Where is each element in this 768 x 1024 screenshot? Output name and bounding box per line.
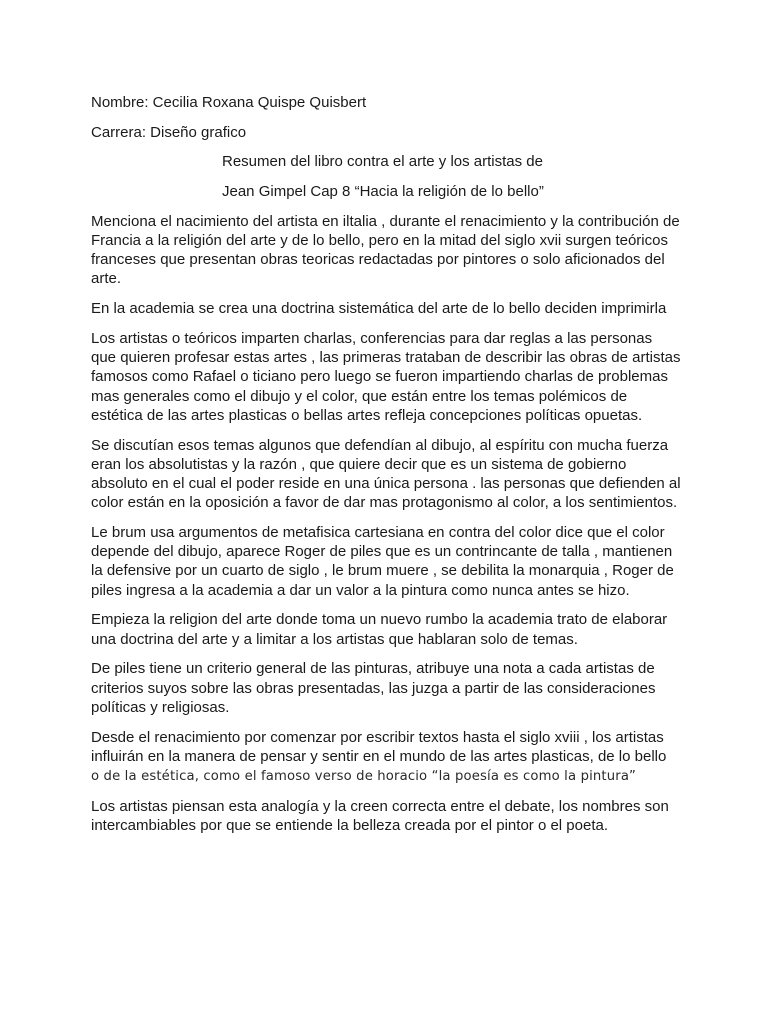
- paragraph-intro: Menciona el nacimiento del artista en iltalia , durante el renacimiento y la contribución de Francia a la religión del arte y de lo bello, pero en la mitad del siglo xvii surgen teóricos franceses que presentan obras teoricas redactadas por pintores o solo aficionados del arte.: [91, 212, 680, 288]
- document-title-line-1: Resumen del libro contra el arte y los artistas de: [222, 153, 543, 171]
- paragraph-academy: En la academia se crea una doctrina sistemática del arte de lo bello deciden imprimirla: [91, 300, 667, 318]
- paragraph-renaissance: [91, 728, 681, 787]
- paragraph-conclusion: Los artistas piensan esta analogía y la creen correcta entre el debate, los nombres son intercambiables por que se entiende la belleza creada por el pintor o el poeta.: [91, 797, 669, 835]
- document-body: [91, 93, 681, 846]
- paragraph-renaissance-quote: o de la estética, como el famoso verso de horacio “la poesía es como la pintura”: [91, 769, 637, 785]
- paragraph-le-brum: Le brum usa argumentos de metafisica cartesiana en contra del color dice que el color depende del dibujo, aparece Roger de piles que es un contrincante de talla , mantienen la defensive por un cuarto de siglo , le brum muere , se debilita la monarquia , Roger de piles ingresa a la academia a dar un valor a la pintura como nunca antes se hizo.: [91, 524, 674, 599]
- paragraph-renaissance-text: Desde el renacimiento por comenzar por escribir textos hasta el siglo xviii , los artistas influirán en la manera de pensar y sentir en el mundo de las artes plasticas, de lo bello: [91, 728, 667, 765]
- paragraph-debate: Se discutían esos temas algunos que defendían al dibujo, al espíritu con mucha fuerza eran los absolutistas y la razón , que quiere decir que es un sistema de gobierno absoluto en el cual el poder reside en una única persona . las personas que defienden al color están en la oposición a favor de dar mas protagonismo al color, a los sentimientos.: [91, 436, 681, 512]
- student-name: Nombre: Cecilia Roxana Quispe Quisbert: [91, 94, 367, 111]
- document-title-line-2: Jean Gimpel Cap 8 “Hacia la religión de lo bello”: [222, 183, 544, 201]
- paragraph-religion-of-art: Empieza la religion del arte donde toma un nuevo rumbo la academia trato de elaborar una doctrina del arte y a limitar a los artistas que hablaran solo de temas.: [91, 611, 668, 648]
- paragraph-de-piles: De piles tiene un criterio general de las pinturas, atribuye una nota a cada artistas de criterios suyos sobre las obras presentadas, las juzga a partir de las consideraciones políticas y religiosas.: [91, 660, 656, 716]
- paragraph-lectures: Los artistas o teóricos imparten charlas, conferencias para dar reglas a las personas que quieren profesar estas artes , las primeras trataban de describir las obras de artistas famosos como Rafael o ticiano pero luego se fueron impartiendo charlas de problemas mas generales como el dibujo y el color, que están entre los temas polémicos de estética de las artes plasticas o bellas artes refleja concepciones políticas opuetas.: [91, 330, 681, 424]
- student-career: Carrera: Diseño grafico: [91, 123, 247, 141]
